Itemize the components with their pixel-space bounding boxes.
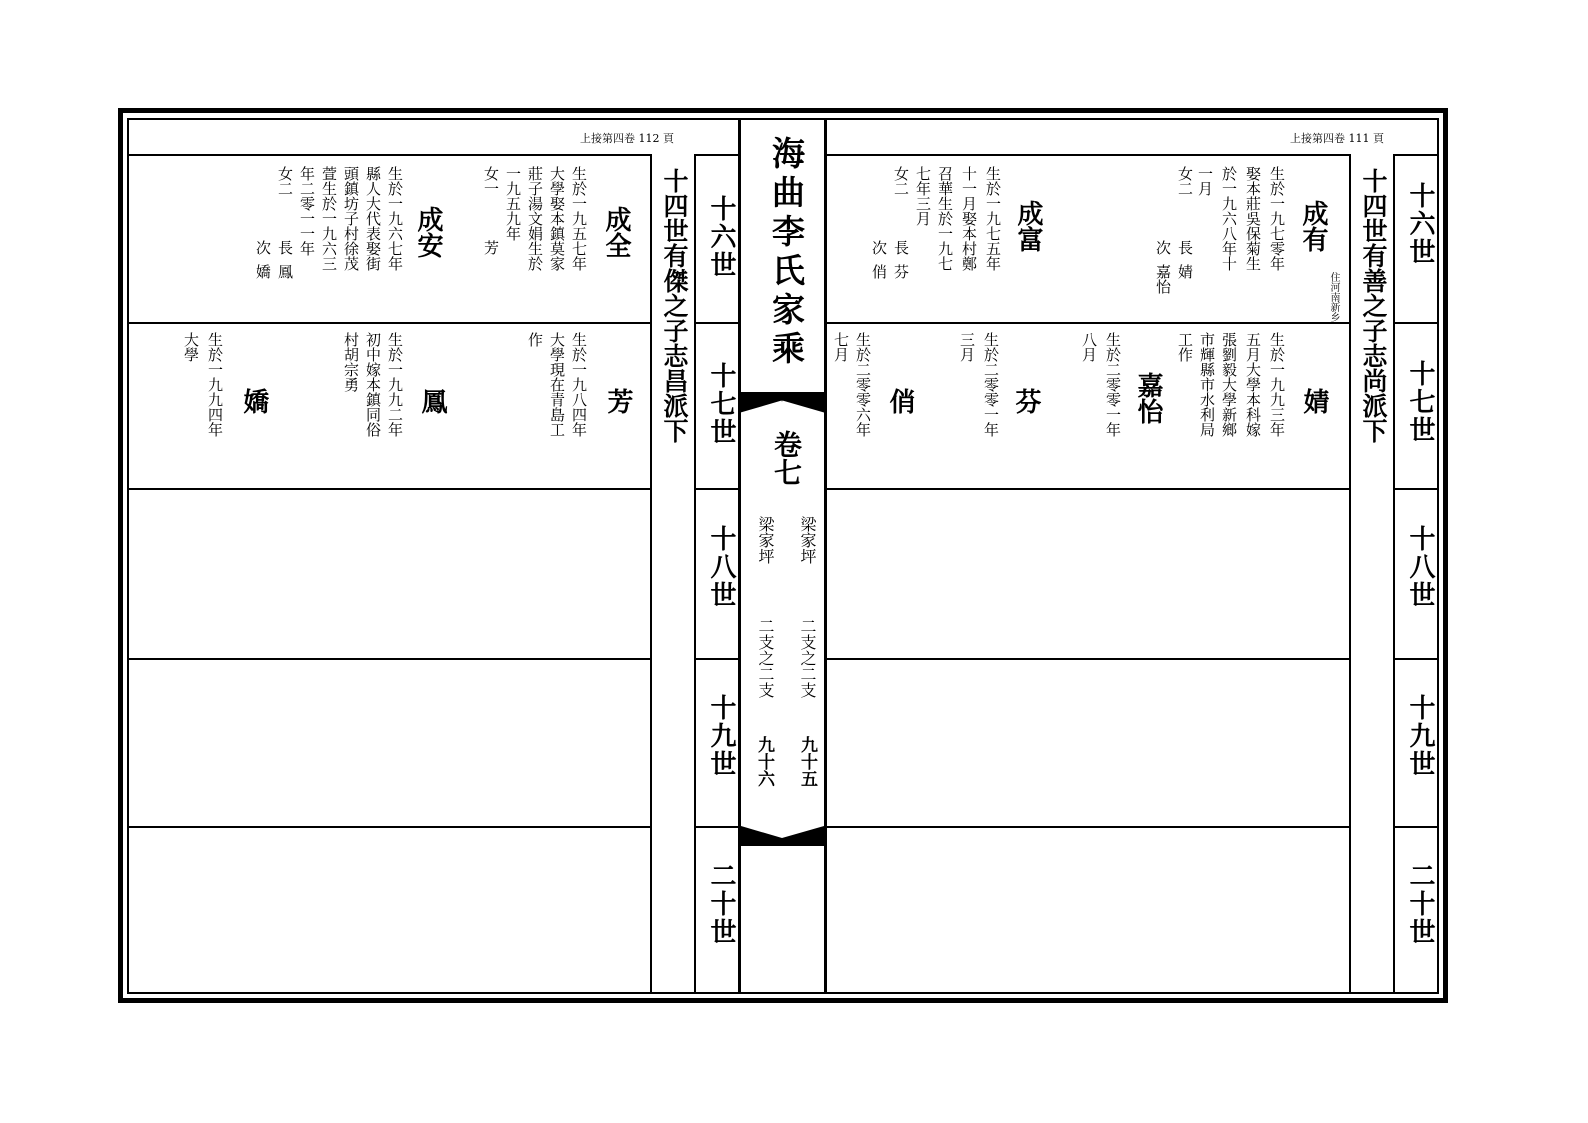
chengan-line-6: 女二 <box>276 166 294 196</box>
right-row-line-3 <box>826 658 1350 660</box>
left-branch-col-line <box>650 154 652 994</box>
person-name-chengfu: 成富 <box>1013 200 1043 252</box>
left-gen-17: 十七世 <box>706 362 736 446</box>
chengfu-line-3: 召華生於一九七 <box>936 166 954 271</box>
chengan-kid-2-name: 嬌 <box>254 264 272 279</box>
right-gen-19: 十九世 <box>1405 694 1435 778</box>
chengan-kid-1-rank: 長 <box>276 240 294 255</box>
left-row-line-4 <box>127 826 651 828</box>
chengquan-line-3: 莊子湯文娟生於 <box>526 166 544 271</box>
spine-place-right: 梁家坪 <box>798 516 817 564</box>
left-branch-title: 十四世有傑之子志昌派下 <box>660 168 689 443</box>
spine-branch-right: 二支之二支 <box>798 618 817 698</box>
chengan-line-5: 年二零一一年 <box>298 166 316 256</box>
volume-label: 卷七 <box>770 430 803 486</box>
jing-line-4: 市輝縣市水利局 <box>1198 332 1216 437</box>
right-gen-16: 十六世 <box>1405 182 1435 266</box>
jiayi-line-1: 生於二零零一年 <box>1104 332 1122 437</box>
right-row-line-4 <box>826 826 1350 828</box>
chengyou-kid-2-name: 嘉怡 <box>1154 264 1172 294</box>
jing-line-5: 工作 <box>1176 332 1194 362</box>
spine-branch-left: 二支之二支 <box>756 618 775 698</box>
jiayi-line-2: 八月 <box>1080 332 1098 362</box>
person-name-jing: 婧 <box>1299 388 1329 414</box>
fen-line-1: 生於二零零一年 <box>982 332 1000 437</box>
chengyou-line-1: 生於一九七零年 <box>1268 166 1286 271</box>
fen-line-2: 三月 <box>958 332 976 362</box>
chengyou-daughters: 女二 <box>1176 166 1194 196</box>
left-continuation-note: 上接第四卷 112 頁 <box>580 132 674 145</box>
person-name-fang: 芳 <box>603 388 633 414</box>
spine-place-left: 梁家坪 <box>756 516 775 564</box>
chengfu-kid-1-rank: 長 <box>892 240 910 255</box>
left-gen-col-line <box>694 154 696 994</box>
person-name-chengan: 成安 <box>413 206 443 258</box>
feng-line-3: 村胡宗勇 <box>342 332 360 392</box>
jing-line-3: 張劉毅大學新鄉 <box>1220 332 1238 437</box>
chengan-kid-2-rank: 次 <box>254 240 272 255</box>
right-branch-title: 十四世有善之子志尚派下 <box>1359 168 1388 443</box>
right-continuation-note: 上接第四卷 111 頁 <box>1290 132 1384 145</box>
chengyou-kid-1-name: 婧 <box>1176 264 1194 279</box>
feng-line-1: 生於一九九二年 <box>386 332 404 437</box>
person-name-qiao: 俏 <box>885 388 915 414</box>
right-gen-18: 十八世 <box>1405 525 1435 609</box>
chengan-line-1: 生於一九六七年 <box>386 166 404 271</box>
chengan-line-2: 縣人大代表娶街 <box>364 166 382 271</box>
chengan-kid-1-name: 鳳 <box>276 264 294 279</box>
chengfu-line-4: 七年三月 <box>914 166 932 226</box>
spine-right-line <box>824 118 827 994</box>
left-row-line-1 <box>127 322 651 324</box>
chengyou-line-3: 於一九六八年十 <box>1220 166 1238 271</box>
person-name-feng: 鳳 <box>417 388 447 414</box>
jing-line-2: 五月大學本科嫁 <box>1244 332 1262 437</box>
person-name-jiayi: 嘉怡 <box>1133 372 1163 424</box>
left-row-line-3 <box>127 658 651 660</box>
right-gen-20: 二十世 <box>1405 862 1435 946</box>
person-name-chengyou: 成有 <box>1298 200 1328 252</box>
person-note-chengyou: 住河南新乡 <box>1328 272 1339 322</box>
right-branch-col-line <box>1349 154 1351 994</box>
jing-line-1: 生於一九九三年 <box>1268 332 1286 437</box>
spine-page-right: 九十五 <box>797 736 817 787</box>
right-gen-col-line <box>1393 154 1395 994</box>
left-gen-18: 十八世 <box>706 525 736 609</box>
jiao-line-1: 生於一九九四年 <box>206 332 224 437</box>
chengfu-kid-2-rank: 次 <box>870 240 888 255</box>
chengquan-kid-1-name: 芳 <box>482 240 500 255</box>
fang-line-3: 作 <box>526 332 544 347</box>
chengyou-kid-1-rank: 長 <box>1176 240 1194 255</box>
chengyou-line-2: 娶本莊吳保菊生 <box>1244 166 1262 271</box>
jiao-line-2: 大學 <box>182 332 200 362</box>
chengquan-line-5: 女一 <box>482 166 500 196</box>
qiao-line-1: 生於二零零六年 <box>854 332 872 437</box>
left-gen-19: 十九世 <box>706 694 736 778</box>
chengfu-kid-2-name: 俏 <box>870 264 888 279</box>
fang-line-2: 大學現在青島工 <box>548 332 566 437</box>
chengfu-line-1: 生於一九七五年 <box>984 166 1002 271</box>
left-gen-20: 二十世 <box>706 862 736 946</box>
chengquan-line-1: 生於一九五七年 <box>570 166 588 271</box>
chengfu-daughters: 女二 <box>892 166 910 196</box>
chengyou-kid-2-rank: 次 <box>1154 240 1172 255</box>
left-gen-16: 十六世 <box>706 195 736 279</box>
left-header-line <box>127 154 651 156</box>
feng-line-2: 初中嫁本鎮同俗 <box>364 332 382 437</box>
chengquan-line-4: 一九五九年 <box>504 166 522 241</box>
right-row-line-1 <box>826 322 1350 324</box>
spine-page-left: 九十六 <box>754 736 774 787</box>
left-row-line-2 <box>127 488 651 490</box>
right-row-line-2 <box>826 488 1350 490</box>
chengan-line-3: 頭鎮坊子村徐茂 <box>342 166 360 271</box>
person-name-chengquan: 成全 <box>601 206 631 258</box>
fang-line-1: 生於一九八四年 <box>570 332 588 437</box>
chengfu-kid-1-name: 芬 <box>892 264 910 279</box>
chengfu-line-2: 十一月娶本村鄭 <box>960 166 978 271</box>
right-header-line <box>826 154 1350 156</box>
person-name-jiao: 嬌 <box>239 388 269 414</box>
chengan-line-4: 萱生於一九六三 <box>320 166 338 271</box>
chengyou-line-4: 一月 <box>1196 166 1214 196</box>
book-title: 海曲李氏家乘 <box>767 136 806 370</box>
person-name-fen: 芬 <box>1011 388 1041 414</box>
right-gen-17: 十七世 <box>1405 360 1435 444</box>
qiao-line-2: 七月 <box>832 332 850 362</box>
chengquan-line-2: 大學娶本鎮莫家 <box>548 166 566 271</box>
